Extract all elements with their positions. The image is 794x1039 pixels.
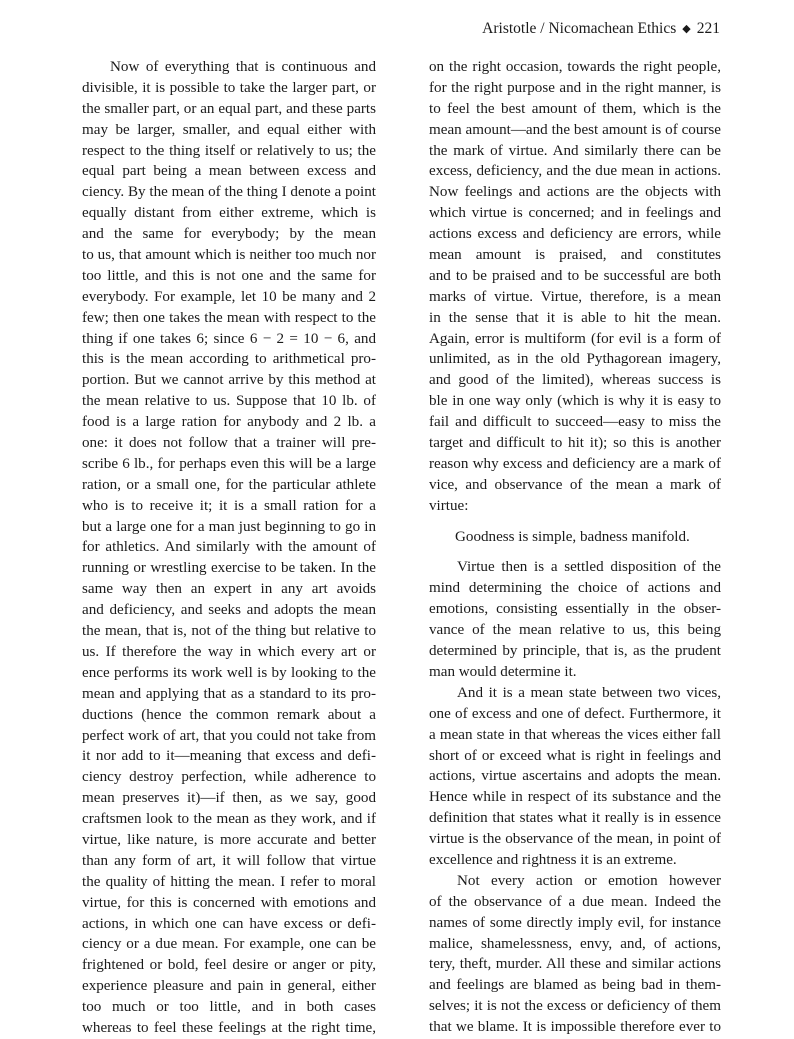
text-line bbox=[82, 99, 376, 120]
text-line bbox=[82, 767, 376, 788]
line-text: and good of the limited), whereas success is bbox=[429, 372, 721, 389]
line-text: respect to the thing itself or relatively to us; the bbox=[82, 142, 376, 159]
line-text: vance of the mean relative to us, this being bbox=[429, 622, 721, 639]
running-title: Aristotle / Nicomachean Ethics bbox=[482, 20, 677, 37]
line-text: Again, error is multiform (for evil is a form of bbox=[429, 330, 721, 347]
text-line bbox=[429, 704, 721, 725]
text-line bbox=[429, 433, 721, 454]
line-text: marks of virtue. Virtue, therefore, is a mean bbox=[429, 288, 721, 305]
line-text: same way then an expert in any art avoids bbox=[82, 581, 376, 598]
line-text: food is a large ration for anybody and 2 lb. a bbox=[82, 414, 376, 431]
line-text: to us, that amount which is neither too much nor bbox=[82, 247, 376, 264]
text-line bbox=[82, 872, 376, 893]
line-text: excellence and rightness it is an extreme. bbox=[429, 851, 677, 868]
line-text: on the right occasion, towards the right people, bbox=[429, 59, 721, 75]
line-text: and the same for everybody; by the mean bbox=[82, 226, 376, 243]
diamond-ornament-icon: ◆ bbox=[682, 23, 691, 35]
line-text: Virtue then is a settled disposition of the bbox=[457, 559, 721, 576]
line-text: ciency. By the mean of the thing I denote a point bbox=[82, 184, 376, 201]
line-text: virtue is the observance of the mean, in point of bbox=[429, 831, 721, 848]
text-line bbox=[429, 850, 721, 871]
line-text: may be larger, smaller, and equal either with bbox=[82, 121, 376, 138]
text-line bbox=[429, 329, 721, 350]
left-text-column bbox=[82, 57, 376, 1039]
text-line bbox=[429, 454, 721, 475]
line-text: short of or exceed what is right in feelings and bbox=[429, 747, 721, 764]
line-text: the mean, that is, not of the thing but relative to bbox=[82, 623, 376, 640]
line-text: Not every action or emotion however bbox=[457, 872, 721, 889]
text-line bbox=[82, 663, 376, 684]
text-line bbox=[429, 370, 721, 391]
line-text: names of some directly imply evil, for instance bbox=[429, 914, 721, 931]
text-line bbox=[82, 537, 376, 558]
line-text: too much or too little, and in both cases bbox=[82, 999, 376, 1016]
line-text: this is the mean according to arithmetical pro- bbox=[82, 351, 376, 368]
text-line bbox=[82, 517, 376, 538]
text-line bbox=[82, 496, 376, 517]
text-line bbox=[82, 391, 376, 412]
text-line bbox=[429, 871, 721, 892]
line-text: in the sense that it is able to hit the mean. bbox=[429, 309, 721, 326]
line-text: a mean state in that whereas the vices either fall bbox=[429, 726, 721, 743]
line-text: target and difficult to hit it); so this is another bbox=[429, 435, 721, 452]
line-text: frightened or bold, feel desire or anger or pity, bbox=[82, 957, 376, 974]
line-text: ration, or a small one, for the particular athlete bbox=[82, 476, 376, 493]
text-line bbox=[429, 99, 721, 120]
line-text: which virtue is concerned; and in feelings and bbox=[429, 205, 721, 222]
text-line bbox=[429, 557, 721, 578]
text-line bbox=[429, 913, 721, 934]
line-text: reason why excess and deficiency are a mark of bbox=[429, 455, 721, 472]
line-text: mean amount is praised, and constitutes bbox=[429, 247, 721, 264]
line-text: And it is a mean state between two vices, bbox=[457, 684, 721, 701]
text-line bbox=[82, 934, 376, 955]
text-line bbox=[429, 641, 721, 662]
text-line bbox=[429, 578, 721, 599]
text-line bbox=[82, 203, 376, 224]
line-text: tery, theft, murder. All these and similar actions bbox=[429, 956, 721, 973]
text-line bbox=[429, 245, 721, 266]
line-text: actions, in which one can have excess or defi- bbox=[82, 915, 376, 932]
line-text: too little, and this is not one and the same for bbox=[82, 267, 376, 284]
text-line bbox=[82, 788, 376, 809]
text-line bbox=[82, 684, 376, 705]
line-text: virtue, for this is concerned with emotions and bbox=[82, 894, 376, 911]
line-text: scribe 6 lb., for perhaps even this will be a large bbox=[82, 455, 376, 472]
text-line bbox=[82, 454, 376, 475]
line-text: divisible, it is possible to take the larger part, or bbox=[82, 79, 376, 96]
text-line bbox=[429, 203, 721, 224]
line-text: Now feelings and actions are the objects with bbox=[429, 184, 721, 201]
text-line bbox=[429, 599, 721, 620]
text-line bbox=[82, 976, 376, 997]
text-line bbox=[429, 892, 721, 913]
text-line bbox=[429, 224, 721, 245]
text-line bbox=[82, 433, 376, 454]
line-text: everybody. For example, let 10 be many and 2 bbox=[82, 288, 376, 305]
line-text: ciency destroy perfection, while adherence to bbox=[82, 769, 376, 786]
line-text: determined by principle, that is, as the prudent bbox=[429, 643, 721, 660]
line-text: ble in one way only (which is why it is easy to bbox=[429, 393, 721, 410]
line-text: whereas to feel these feelings at the right time, bbox=[82, 1019, 376, 1036]
text-line bbox=[82, 621, 376, 642]
text-line bbox=[82, 370, 376, 391]
text-line bbox=[82, 893, 376, 914]
line-text: ence performs its work well is by looking to the bbox=[82, 664, 376, 681]
line-text: of the observance of a due mean. Indeed the bbox=[429, 893, 721, 910]
text-line bbox=[429, 391, 721, 412]
text-line bbox=[429, 934, 721, 955]
text-line bbox=[429, 766, 721, 787]
text-line bbox=[429, 683, 721, 704]
text-line bbox=[82, 287, 376, 308]
text-line bbox=[82, 579, 376, 600]
text-line bbox=[429, 412, 721, 433]
text-line bbox=[82, 642, 376, 663]
line-text: mind determining the choice of actions and bbox=[429, 580, 721, 597]
line-text: us. If therefore the way in which every art or bbox=[82, 643, 376, 660]
text-line bbox=[82, 558, 376, 579]
line-text: one of excess and one of defect. Furthermore, it bbox=[429, 705, 721, 722]
line-text: selves; it is not the excess or deficiency of them bbox=[429, 998, 721, 1015]
text-line bbox=[82, 412, 376, 433]
line-text: unlimited, as in the old Pythagorean imagery, bbox=[429, 351, 721, 368]
text-line bbox=[82, 349, 376, 370]
line-text: virtue: bbox=[429, 497, 469, 514]
text-line bbox=[429, 161, 721, 182]
line-text: ductions (hence the common remark about a bbox=[82, 706, 376, 723]
right-text-column bbox=[429, 57, 721, 1038]
line-text: to feel the best amount of them, which is the bbox=[429, 100, 721, 117]
text-line bbox=[82, 224, 376, 245]
text-line bbox=[429, 287, 721, 308]
line-text: actions excess and deficiency are errors, while bbox=[429, 226, 721, 243]
line-text: it nor add to it—meaning that excess and defi- bbox=[82, 748, 376, 765]
text-line bbox=[429, 975, 721, 996]
line-text: mean amount—and the best amount is of course bbox=[429, 121, 721, 138]
line-text: ciency or a due mean. For example, one can be bbox=[82, 936, 376, 953]
text-line bbox=[82, 161, 376, 182]
text-line bbox=[429, 182, 721, 203]
line-text: craftsmen look to the mean as they work, and if bbox=[82, 811, 376, 828]
text-line bbox=[429, 266, 721, 287]
text-line bbox=[82, 141, 376, 162]
text-line bbox=[82, 746, 376, 767]
line-text: portion. But we cannot arrive by this method at bbox=[82, 372, 376, 389]
line-text: man would determine it. bbox=[429, 663, 577, 680]
line-text: and feelings are blamed as being bad in them- bbox=[429, 977, 721, 994]
line-text: vice, and observance of the mean a mark of bbox=[429, 476, 721, 493]
text-line bbox=[82, 955, 376, 976]
line-text: equally distant from either extreme, which is bbox=[82, 205, 376, 222]
text-line bbox=[82, 851, 376, 872]
text-line bbox=[429, 787, 721, 808]
text-line bbox=[429, 746, 721, 767]
text-line bbox=[429, 662, 721, 683]
line-text: the mean relative to us. Suppose that 10 lb. of bbox=[82, 393, 376, 410]
line-text: than any form of art, it will follow that virtue bbox=[82, 852, 376, 869]
text-line bbox=[429, 141, 721, 162]
line-text: thing if one takes 6; since 6 − 2 = 10 − 6, and bbox=[82, 330, 376, 347]
line-text: few; then one takes the mean with respect to the bbox=[82, 309, 376, 326]
line-text: running or wrestling exercise to be taken. In the bbox=[82, 560, 376, 577]
line-text: mean preserves it)—if then, as we say, good bbox=[82, 790, 376, 807]
line-text: but a large one for a man just beginning to go in bbox=[82, 518, 376, 535]
text-line bbox=[429, 808, 721, 829]
line-text: experience pleasure and pain in general, either bbox=[82, 978, 376, 995]
text-line bbox=[429, 829, 721, 850]
text-line bbox=[429, 620, 721, 641]
text-line bbox=[429, 996, 721, 1017]
line-text: Hence while in respect of its substance and the bbox=[429, 789, 721, 806]
text-line bbox=[82, 830, 376, 851]
line-text: the smaller part, or an equal part, and these parts bbox=[82, 100, 376, 117]
line-text: malice, shamelessness, envy, and, of actions, bbox=[429, 935, 721, 952]
line-text: the quality of hitting the mean. I refer to moral bbox=[82, 873, 376, 890]
text-line bbox=[429, 1017, 721, 1038]
text-line bbox=[82, 914, 376, 935]
line-text: definition that states what it really is in essence bbox=[429, 810, 721, 827]
text-line bbox=[82, 57, 376, 78]
line-text: and to be praised and to be successful are both bbox=[429, 267, 721, 284]
page-number: 221 bbox=[696, 20, 720, 37]
line-text: perfect work of art, that you could not take from bbox=[82, 727, 376, 744]
text-line bbox=[429, 725, 721, 746]
text-line bbox=[82, 475, 376, 496]
text-line bbox=[82, 1018, 376, 1039]
text-line bbox=[429, 954, 721, 975]
text-line bbox=[82, 726, 376, 747]
line-text: who is to receive it; it is a small ration for a bbox=[82, 497, 376, 514]
text-line bbox=[82, 308, 376, 329]
text-line bbox=[429, 349, 721, 370]
text-line bbox=[82, 120, 376, 141]
text-line bbox=[82, 997, 376, 1018]
line-text: excess, deficiency, and the due mean in actions. bbox=[429, 163, 721, 180]
line-text: mean and applying that as a standard to its pro- bbox=[82, 685, 376, 702]
text-line bbox=[429, 78, 721, 99]
line-text: that we blame. It is impossible therefore ever to bbox=[429, 1019, 721, 1036]
text-line bbox=[429, 308, 721, 329]
line-text: fail and difficult to succeed—easy to miss the bbox=[429, 414, 721, 431]
block-quote: Goodness is simple, badness manifold. bbox=[455, 528, 690, 545]
line-text: Now of everything that is continuous and bbox=[110, 59, 376, 75]
text-line bbox=[429, 496, 721, 517]
text-line bbox=[82, 182, 376, 203]
running-header bbox=[482, 20, 720, 38]
text-line bbox=[429, 120, 721, 141]
text-line bbox=[82, 600, 376, 621]
text-line bbox=[82, 78, 376, 99]
line-text: the mark of virtue. And similarly there can be bbox=[429, 142, 721, 159]
line-text: emotions, consisting essentially in the obser- bbox=[429, 601, 721, 618]
text-line bbox=[82, 329, 376, 350]
text-line bbox=[429, 57, 721, 78]
line-text: and deficiency, and seeks and adopts the mean bbox=[82, 602, 376, 619]
line-text: equal part being a mean between excess and bbox=[82, 163, 376, 180]
line-text: one: it does not follow that a trainer will pre- bbox=[82, 435, 376, 452]
text-line bbox=[82, 705, 376, 726]
text-line bbox=[429, 475, 721, 496]
line-text: for athletics. And similarly with the amount of bbox=[82, 539, 376, 556]
line-text: virtue, like nature, is more accurate and better bbox=[82, 831, 376, 848]
line-text: actions, virtue ascertains and adopts the mean. bbox=[429, 768, 721, 785]
text-line bbox=[82, 809, 376, 830]
text-line bbox=[82, 245, 376, 266]
text-line bbox=[82, 266, 376, 287]
line-text: for the right purpose and in the right manner, is bbox=[429, 79, 721, 96]
